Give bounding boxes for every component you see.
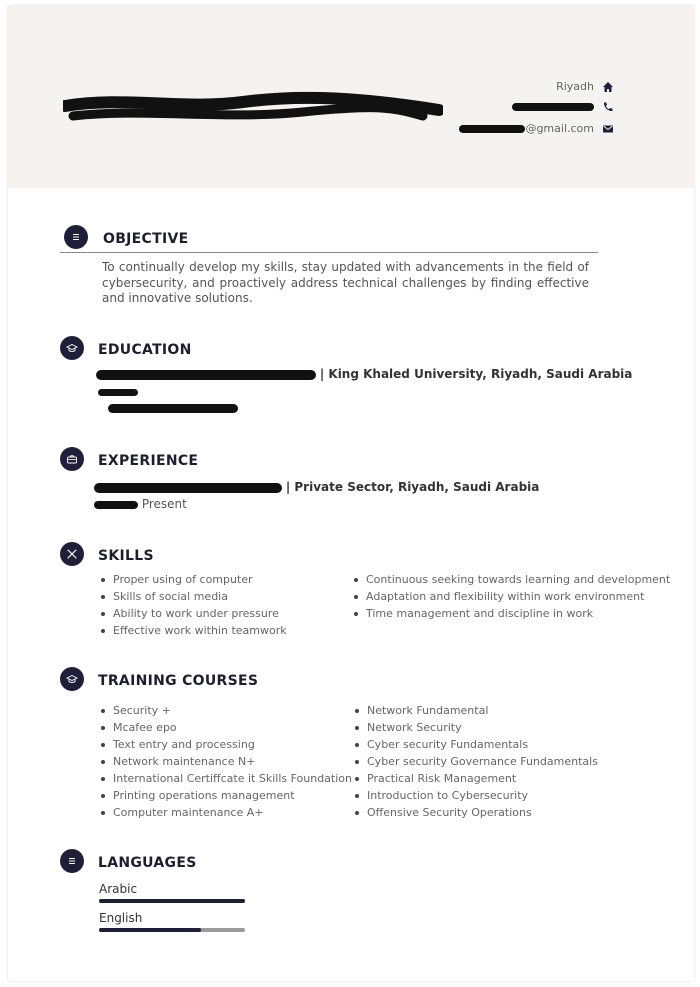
education-detail-redaction [108,404,238,413]
list-item: Proper using of computer [99,571,287,588]
skills-right-list [352,571,670,622]
briefcase-icon [60,447,84,471]
experience-period [94,497,187,511]
email-suffix: @gmail.com [525,122,594,135]
list-item: Time management and discipline in work [352,605,670,622]
list-item: Mcafee epo [99,719,352,736]
phone-redaction [512,103,594,111]
skills-left-list [99,571,287,639]
city-text: Riyadh [556,80,594,93]
list-item: Text entry and processing [99,736,352,753]
language-english-bar [99,928,245,932]
graduation-cap-icon [60,336,84,360]
language-arabic-level [99,899,245,903]
list-item: Network Security [353,719,598,736]
mail-icon [602,123,614,135]
resume-page [8,6,694,981]
education-title: EDUCATION [98,342,192,358]
tools-icon [60,542,84,566]
experience-employer: | Private Sector, Riyadh, Saudi Arabia [285,480,540,494]
list-item: Network Fundamental [353,702,598,719]
skills-title: SKILLS [98,548,154,564]
list-item: International Certiffcate it Skills Foundation [99,770,352,787]
list-item: Effective work within teamwork [99,622,287,639]
name-redaction [63,90,443,124]
objective-text: To continually develop my skills, stay updated with advancements in the field of cybersecurity, and proactively address technical challenges by finding effective and innovative solutions. [102,260,589,305]
contact-email [459,122,614,135]
language-english-level [99,928,201,932]
objective-title: OBJECTIVE [103,231,189,247]
list-item: Practical Risk Management [353,770,598,787]
training-left-list [99,702,352,821]
experience-period-end: Present [141,497,187,511]
education-line [96,367,632,381]
language-english-label: English [99,911,143,925]
language-arabic-bar [99,899,245,903]
training-title: TRAINING COURSES [98,673,259,689]
training-cap-icon [60,667,84,691]
list-item: Cyber security Governance Fundamentals [353,753,598,770]
list-item: Skills of social media [99,588,287,605]
email-redaction [459,125,525,133]
experience-title: EXPERIENCE [98,453,199,469]
home-icon [602,81,614,93]
list-item: Ability to work under pressure [99,605,287,622]
language-arabic-label: Arabic [99,882,138,896]
list-item: Network maintenance N+ [99,753,352,770]
list-item: Continuous seeking towards learning and development [352,571,670,588]
degree-redaction [96,370,316,380]
training-right-list [353,702,598,821]
contact-phone [512,101,614,113]
resume-header [8,6,694,188]
phone-icon [602,101,614,113]
list-item: Computer maintenance A+ [99,804,352,821]
languages-icon [60,849,84,873]
list-item: Printing operations management [99,787,352,804]
languages-title: LANGUAGES [98,855,197,871]
experience-line [94,480,539,494]
list-item: Security + [99,702,352,719]
objective-icon [64,225,88,249]
list-item: Offensive Security Operations [353,804,598,821]
contact-city [556,80,614,93]
start-date-redaction [94,501,138,509]
education-date-redaction [98,389,138,396]
list-item: Cyber security Fundamentals [353,736,598,753]
position-redaction [94,483,282,493]
list-item: Adaptation and flexibility within work environment [352,588,670,605]
education-institution: | King Khaled University, Riyadh, Saudi Arabia [319,367,633,381]
objective-divider [60,252,598,253]
list-item: Introduction to Cybersecurity [353,787,598,804]
